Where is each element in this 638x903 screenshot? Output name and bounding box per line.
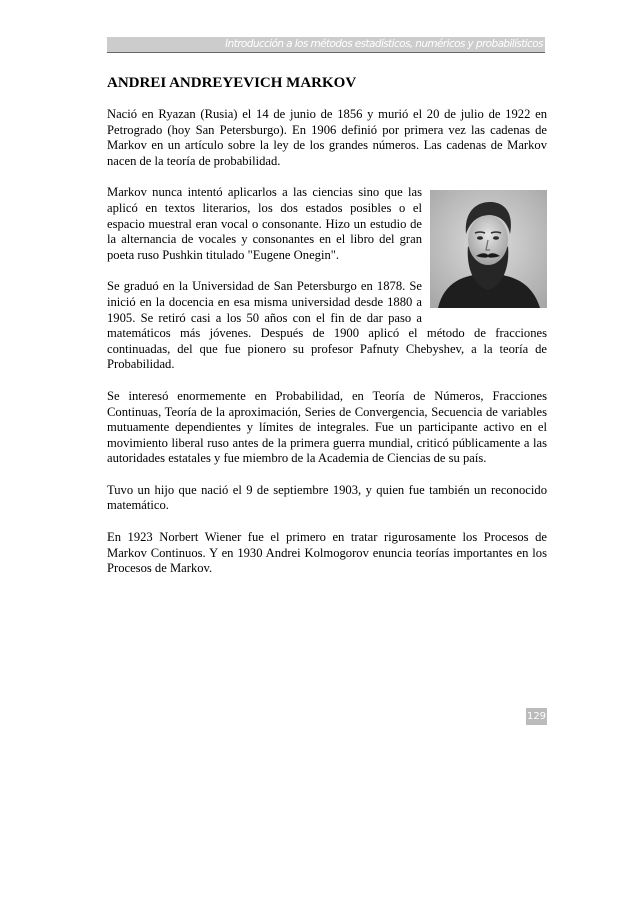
paragraph-1: Nació en Ryazan (Rusia) el 14 de junio de 1856 y murió el 20 de julio de 1922 en Petrogrado (hoy San Petersburgo). En 1906 definió por primera vez las cadenas de Markov en un artículo sobre la ley de los grandes números. Las cadenas de Markov nacen de la teoría de probabilidad.: [107, 107, 547, 168]
paragraph-4: Se interesó enormemente en Probabilidad, en Teoría de Números, Fracciones Continuas, Teoría de la aproximación, Series de Convergencia, Secuencia de variables mutuamente dependientes y límites de integrales. Fue un participante activo en el movimiento liberal ruso antes de la primera guerra mundial, criticó públicamente a las autoridades estatales y fue miembro de la Academia de Ciencias de su país.: [107, 388, 547, 466]
paragraph-5: Tuvo un hijo que nació el 9 de septiembre 1903, y quien fue también un reconocido matemático.: [107, 482, 547, 513]
paragraph-3: Se graduó en la Universidad de San Petersburgo en 1878. Se inició en la docencia en esa misma universidad desde 1880 a 1905. Se retiró casi a los 50 años con el fin de dar paso a matemáticos más jóvenes. Después de 1900 aplicó el método de fracciones continuadas, del que fue pionero su profesor Pafnuty Chebyshev, a la teoría de Probabilidad.: [107, 279, 547, 372]
markov-portrait-image: [430, 190, 547, 308]
portrait-drawing: [430, 190, 547, 308]
paragraph-6: En 1923 Norbert Wiener fue el primero en tratar rigurosamente los Procesos de Markov Continuos. Y en 1930 Andrei Kolmogorov enuncia teorías importantes en los Procesos de Markov.: [107, 530, 547, 576]
running-header-title: Introducción a los métodos estadísticos, numéricos y probabilísticos: [225, 38, 543, 50]
page-number: 129: [526, 708, 547, 725]
paragraph-2: Markov nunca intentó aplicarlos a las ciencias sino que las aplicó en textos literarios, los dos estados posibles o el espacio muestral eran vocal o consonante. Hizo un estudio de la alternancia de vocales y consonantes en el libro del gran poeta ruso Pushkin titulado "Eugene Onegin".: [107, 185, 422, 262]
article: [107, 74, 547, 593]
running-header: [107, 37, 545, 53]
article-title: ANDREI ANDREYEVICH MARKOV: [107, 75, 357, 91]
